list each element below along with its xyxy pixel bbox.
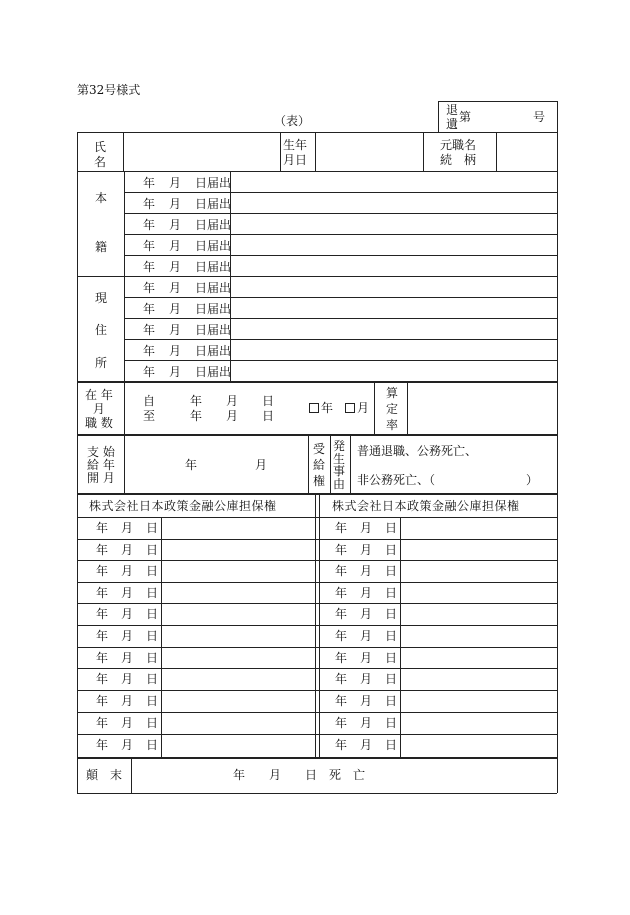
collateral-date: 年 月 日 xyxy=(335,543,398,557)
collateral-date: 年 月 日 xyxy=(335,672,398,686)
report-date: 年 月 日届出 xyxy=(143,344,232,358)
cause-label: 発 生 事 由 xyxy=(333,439,346,491)
collateral-date: 年 月 日 xyxy=(335,607,398,621)
collateral-date: 年 月 日 xyxy=(335,651,398,665)
collateral-date: 年 月 日 xyxy=(96,716,159,730)
collateral-date: 年 月 日 xyxy=(335,716,398,730)
collateral-date: 年 月 日 xyxy=(335,564,398,578)
address-label: 現 住 所 xyxy=(95,291,108,370)
payment-start-label: 支 始 給 年 開 月 xyxy=(87,445,115,486)
report-date: 年 月 日届出 xyxy=(143,302,232,316)
collateral-date: 年 月 日 xyxy=(96,586,159,600)
collateral-date: 年 月 日 xyxy=(335,694,398,708)
calc-rate-label: 算 定 率 xyxy=(386,386,399,433)
report-date: 年 月 日届出 xyxy=(143,239,232,253)
collateral-date: 年 月 日 xyxy=(335,738,398,752)
from-label: 自 xyxy=(143,394,156,408)
retire-label: 退 xyxy=(446,103,459,117)
collateral-date: 年 月 日 xyxy=(96,651,159,665)
collateral-date: 年 月 日 xyxy=(96,629,159,643)
report-date: 年 月 日届出 xyxy=(143,176,232,190)
checkbox-icon xyxy=(345,403,355,413)
summary-label: 顛 末 xyxy=(86,768,123,782)
collateral-date: 年 月 日 xyxy=(96,521,159,535)
tenure-label: 在 年 月 職 数 xyxy=(85,388,113,430)
from-date: 年 月 日 xyxy=(190,394,275,408)
report-date: 年 月 日届出 xyxy=(143,365,232,379)
collateral-date: 年 月 日 xyxy=(96,672,159,686)
payment-start-date: 年 月 xyxy=(185,458,268,472)
honseki-label: 本 籍 xyxy=(95,191,108,254)
unit-month-check[interactable]: 月 xyxy=(345,402,369,414)
front-label: （表） xyxy=(274,114,311,128)
to-date: 年 月 日 xyxy=(190,409,275,423)
cause-line-2-end: ） xyxy=(526,473,539,487)
cause-line-2: 非公務死亡、（ xyxy=(357,473,436,487)
collateral-date: 年 月 日 xyxy=(335,586,398,600)
collateral-header-right: 株式会社日本政策金融公庫担保権 xyxy=(332,499,520,513)
collateral-date: 年 月 日 xyxy=(335,629,398,643)
collateral-date: 年 月 日 xyxy=(96,694,159,708)
to-label: 至 xyxy=(143,409,156,423)
beneficiary-label: 受 給 権 xyxy=(313,442,326,489)
checkbox-icon xyxy=(309,403,319,413)
unit-year-check[interactable]: 年 xyxy=(309,402,333,414)
death-date: 年 月 日 死 亡 xyxy=(233,768,366,782)
name-label: 氏 名 xyxy=(94,140,107,169)
collateral-header-left: 株式会社日本政策金融公庫担保権 xyxy=(89,499,277,513)
birth-label: 生年 月日 xyxy=(283,138,308,167)
report-date: 年 月 日届出 xyxy=(143,260,232,274)
report-date: 年 月 日届出 xyxy=(143,197,232,211)
report-date: 年 月 日届出 xyxy=(143,323,232,337)
report-date: 年 月 日届出 xyxy=(143,281,232,295)
former-job-label: 元職名 続 柄 xyxy=(440,138,477,167)
cause-line-1: 普通退職、公務死亡、 xyxy=(357,444,478,458)
collateral-date: 年 月 日 xyxy=(335,521,398,535)
report-date: 年 月 日届出 xyxy=(143,218,232,232)
collateral-date: 年 月 日 xyxy=(96,738,159,752)
number-suffix: 号 xyxy=(533,110,546,124)
form-number: 第32号様式 xyxy=(77,83,141,97)
collateral-date: 年 月 日 xyxy=(96,543,159,557)
collateral-date: 年 月 日 xyxy=(96,607,159,621)
collateral-date: 年 月 日 xyxy=(96,564,159,578)
bereaved-label: 遺 xyxy=(446,117,459,131)
number-prefix: 第 xyxy=(459,110,472,124)
